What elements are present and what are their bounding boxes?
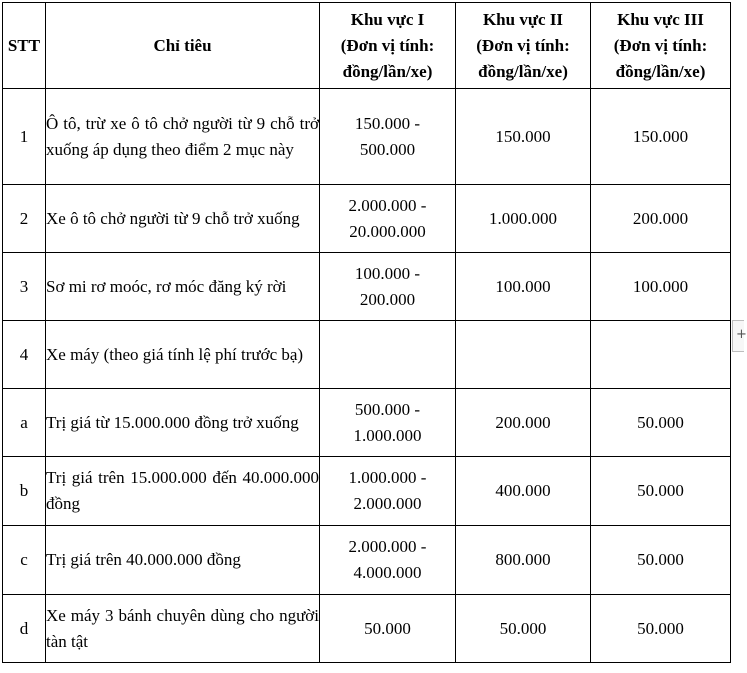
zone-1-unit: đồng/lần/xe) xyxy=(342,61,433,81)
table-row xyxy=(3,185,731,253)
zone-3-value xyxy=(591,321,731,389)
zone-2-unit: đồng/lần/xe) xyxy=(478,61,568,81)
row-description: Ô tô, trừ xe ô tô chở người từ 9 chỗ trở xuống áp dụng theo điểm 2 mục này xyxy=(46,89,320,185)
row-stt: 4 xyxy=(3,321,46,389)
fee-table xyxy=(2,2,731,663)
zone-2-value xyxy=(456,321,591,389)
zone-2-value: 800.000 xyxy=(456,526,591,595)
zone-3-title: Khu vực III xyxy=(617,9,704,29)
zone-3-unit: đồng/lần/xe) xyxy=(615,61,706,81)
zone-3-value: 200.000 xyxy=(591,185,731,253)
row-stt: b xyxy=(3,457,46,526)
table-row xyxy=(3,595,731,663)
table-row xyxy=(3,321,731,389)
zone-2-unit-label: (Đơn vị tính: xyxy=(476,35,570,55)
zone-2-value: 200.000 xyxy=(456,389,591,457)
zone-2-title: Khu vực II xyxy=(482,9,564,29)
zone-2-value: 150.000 xyxy=(456,89,591,185)
zone-2-value: 400.000 xyxy=(456,457,591,526)
zone-3-value: 50.000 xyxy=(591,595,731,663)
table-row xyxy=(3,526,731,595)
zone-3-unit-label: (Đơn vị tính: xyxy=(613,35,708,55)
zone-3-value: 100.000 xyxy=(591,253,731,321)
header-zone-1 xyxy=(320,3,456,89)
table-row xyxy=(3,457,731,526)
zone-1-title: Khu vực I xyxy=(350,9,425,29)
row-description: Xe ô tô chở người từ 9 chỗ trở xuống xyxy=(46,185,320,253)
header-criteria: Chỉ tiêu xyxy=(46,3,320,89)
zone-1-value: 150.000 - 500.000 xyxy=(320,89,456,185)
zone-1-value: 50.000 xyxy=(320,595,456,663)
row-stt: c xyxy=(3,526,46,595)
table-add-column-handle[interactable] xyxy=(732,320,747,352)
zone-1-value: 500.000 - 1.000.000 xyxy=(320,389,456,457)
zone-1-value: 2.000.000 - 20.000.000 xyxy=(320,185,456,253)
header-row xyxy=(3,3,731,89)
zone-1-unit-label: (Đơn vị tính: xyxy=(340,35,435,55)
header-zone-2 xyxy=(456,3,591,89)
table-row xyxy=(3,89,731,185)
zone-1-value xyxy=(320,321,456,389)
zone-1-value: 2.000.000 - 4.000.000 xyxy=(320,526,456,595)
zone-3-value: 150.000 xyxy=(591,89,731,185)
zone-2-value: 100.000 xyxy=(456,253,591,321)
zone-2-value: 1.000.000 xyxy=(456,185,591,253)
row-description: Sơ mi rơ moóc, rơ móc đăng ký rời xyxy=(46,253,320,321)
row-description: Xe máy (theo giá tính lệ phí trước bạ) xyxy=(46,321,320,389)
zone-3-value: 50.000 xyxy=(591,526,731,595)
zone-2-value: 50.000 xyxy=(456,595,591,663)
row-description: Trị giá từ 15.000.000 đồng trở xuống xyxy=(46,389,320,457)
row-description: Trị giá trên 15.000.000 đến 40.000.000 đồng xyxy=(46,457,320,526)
row-stt: a xyxy=(3,389,46,457)
row-description: Trị giá trên 40.000.000 đồng xyxy=(46,526,320,595)
row-stt: 1 xyxy=(3,89,46,185)
row-stt: 2 xyxy=(3,185,46,253)
row-stt: d xyxy=(3,595,46,663)
header-zone-3 xyxy=(591,3,731,89)
plus-icon: + xyxy=(736,327,747,342)
zone-3-value: 50.000 xyxy=(591,457,731,526)
zone-3-value: 50.000 xyxy=(591,389,731,457)
zone-1-value: 1.000.000 - 2.000.000 xyxy=(320,457,456,526)
table-row xyxy=(3,253,731,321)
header-stt: STT xyxy=(3,3,46,89)
zone-1-value: 100.000 - 200.000 xyxy=(320,253,456,321)
row-stt: 3 xyxy=(3,253,46,321)
row-description: Xe máy 3 bánh chuyên dùng cho người tàn tật xyxy=(46,595,320,663)
table-row xyxy=(3,389,731,457)
